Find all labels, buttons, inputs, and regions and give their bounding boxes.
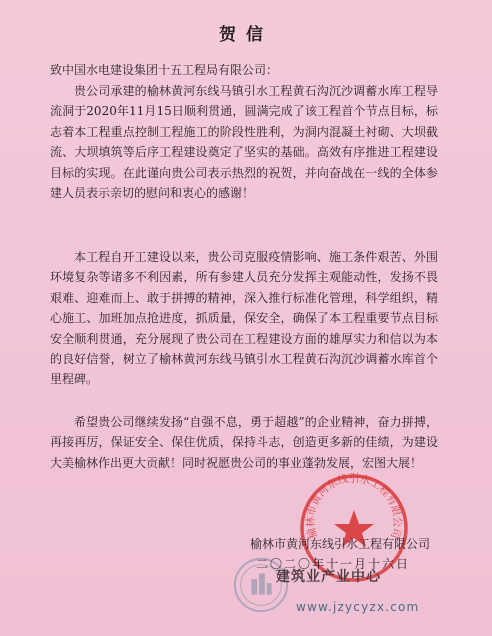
letter-date: 二〇二〇年十一月十六日 <box>256 557 411 571</box>
seal-text: 榆林市黄河东线引水工程有限公司 <box>304 472 404 540</box>
letter-signature: 榆林市黄河东线引水工程有限公司 <box>250 537 431 551</box>
letter-title: 贺信 <box>219 25 273 45</box>
letter-greeting: 致中国水电建设集团十五工程局有限公司： <box>50 63 279 77</box>
letter-paragraph-1: 贵公司承建的榆林黄河东线马镇引水工程黄石沟沉沙调蓄水库工程导流洞于2020年11月15日顺利贯通，圆满完成了该工程首个节点目标，标志着本工程重点控制工程施工的阶段性胜利，为洞内混凝土衬砌、大坝截流、大坝填筑等后序工程建设奠定了坚实的基础。高效有序推进工程建设目标的实现。在此谨向贵公司表示热烈的祝贺，并向奋战在一线的全体参建人员表示亲切的慰问和衷心的感谢！ <box>50 84 438 201</box>
letter-paragraph-3: 希望贵公司继续发扬“自强不息，勇于超越”的企业精神，奋力拼搏，再接再厉，保证安全、保住优质，保持斗志，创造更多新的佳绩，为建设大美榆林作出更大贡献！同时祝愿贵公司的事业蓬勃发展，宏图大展！ <box>50 415 438 470</box>
watermark-name: 建筑业产业中心 <box>276 569 381 585</box>
letter-paragraph-2: 本工程自开工建设以来，贵公司克服疫情影响、施工条件艰苦、外围环境复杂等诸多不利因素，所有参建人员充分发挥主观能动性，发扬不畏艰难、迎难而上、敢于拼搏的精神，深入推行标准化管理，科学组织，精心施工、加班加点抢进度，抓质量，保安全，确保了本工程重要节点目标安全顺利贯通，充分展现了贵公司在工程建设方面的雄厚实力和信以为本的良好信誉，树立了榆林黄河东线马镇引水工程黄石沟沉沙调蓄水库首个里程碑。 <box>50 250 438 387</box>
watermark-url: www.jzycyzx.com <box>296 600 420 614</box>
